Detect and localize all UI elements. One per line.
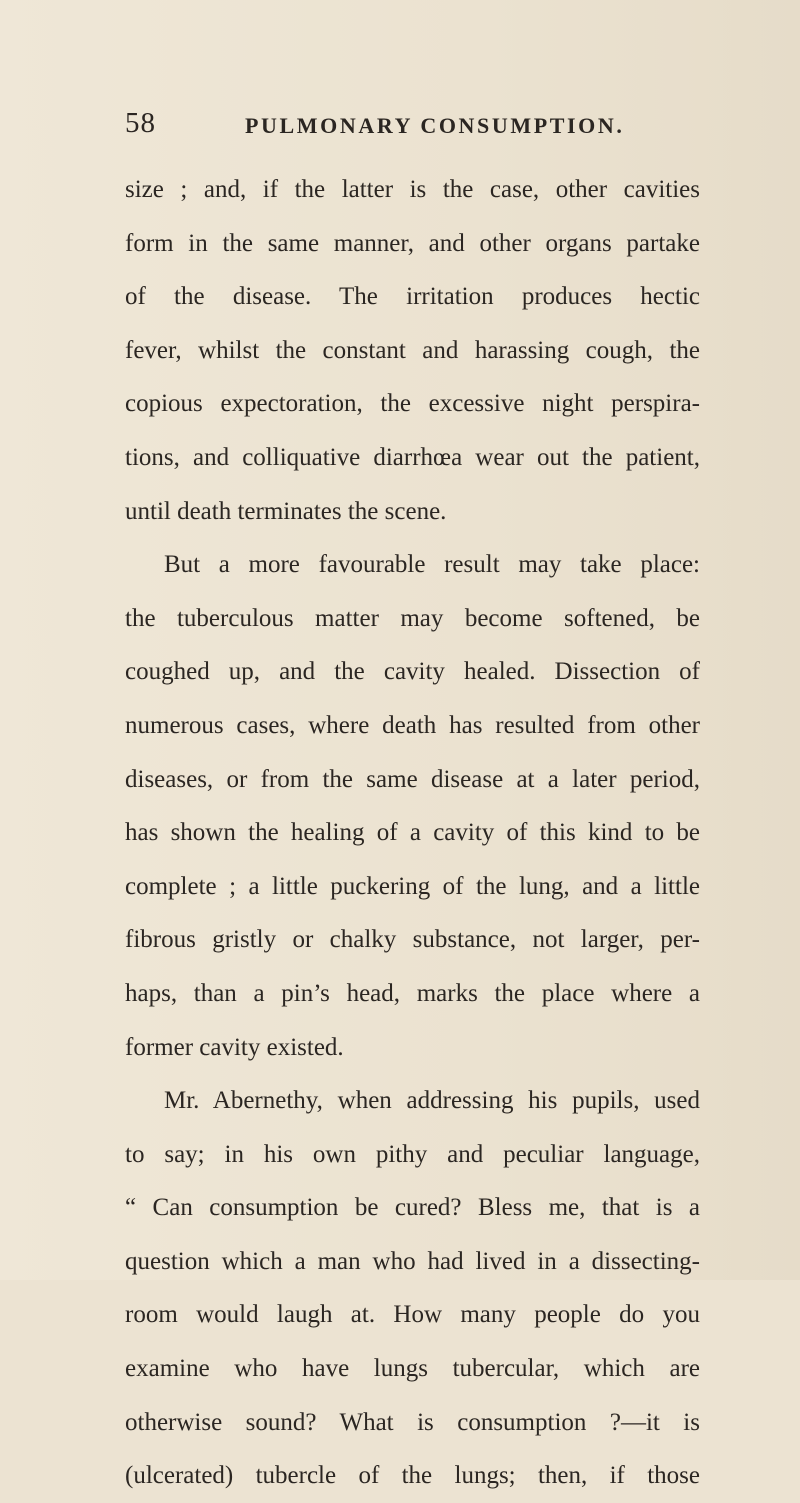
text-line: size ; and, if the latter is the case, other cavities — [125, 176, 700, 203]
text-line: copious expectoration, the excessive night perspira- — [125, 390, 700, 418]
text-line: former cavity existed. — [125, 1033, 344, 1061]
text-line: until death terminates the scene. — [125, 497, 447, 525]
text-line: tions, and colliquative diarrhœa wear out the patient, — [125, 443, 700, 471]
text-line: of the disease. The irritation produces hectic — [125, 283, 700, 311]
text-line: examine who have lungs tubercular, which are — [125, 1355, 700, 1383]
body-text — [125, 163, 700, 1503]
text-line: room would laugh at. How many people do you — [125, 1301, 700, 1329]
text-line: has shown the healing of a cavity of this kind to be — [125, 819, 700, 847]
text-line: Mr. Abernethy, when addressing his pupils, used — [164, 1087, 700, 1115]
text-line: But a more favourable result may take place: — [164, 551, 700, 579]
text-line: fibrous gristly or chalky substance, not larger, per- — [125, 926, 700, 954]
text-line: form in the same manner, and other organs partake — [125, 229, 700, 257]
text-line: coughed up, and the cavity healed. Dissection of — [125, 658, 700, 686]
text-line: “ Can consumption be cured? Bless me, that is a — [125, 1194, 700, 1222]
text-line: the tuberculous matter may become softened, be — [125, 604, 700, 632]
page-number: 58 — [125, 107, 156, 139]
text-line: (ulcerated) tubercle of the lungs; then, if those — [125, 1462, 700, 1490]
text-line: complete ; a little puckering of the lung, and a little — [125, 872, 700, 900]
text-line: haps, than a pin’s head, marks the place where a — [125, 979, 700, 1007]
text-line: numerous cases, where death has resulted from other — [125, 711, 700, 739]
text-line: otherwise sound? What is consumption ?—it is — [125, 1408, 700, 1436]
text-line: to say; in his own pithy and peculiar language, — [125, 1140, 700, 1168]
page-header — [125, 107, 700, 147]
running-title: PULMONARY CONSUMPTION. — [245, 113, 625, 138]
text-line: question which a man who had lived in a dissecting- — [125, 1247, 700, 1275]
text-line: diseases, or from the same disease at a later period, — [125, 765, 700, 793]
text-line: fever, whilst the constant and harassing cough, the — [125, 336, 700, 364]
